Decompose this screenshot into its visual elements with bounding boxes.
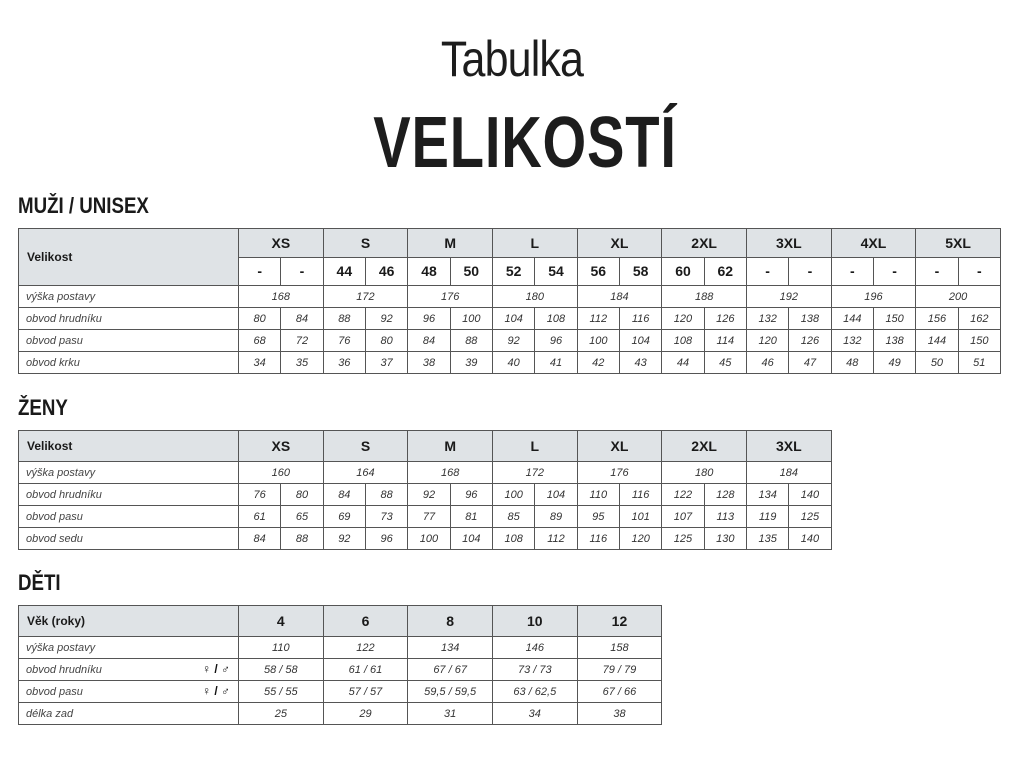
title-line-2: VELIKOSTÍ	[373, 103, 677, 183]
row-label: výška postavy	[19, 462, 239, 484]
measure-cell: 84	[323, 484, 365, 506]
measure-cell: 96	[408, 308, 450, 330]
eu-size-cell: -	[281, 257, 323, 286]
measure-cell: 81	[450, 506, 492, 528]
size-header: S	[323, 431, 408, 462]
measure-cell: 46	[746, 352, 788, 374]
measure-cell: 138	[789, 308, 831, 330]
eu-size-cell: -	[239, 257, 281, 286]
eu-size-cell: 60	[662, 257, 704, 286]
size-header: 3XL	[746, 229, 831, 258]
size-header: XS	[239, 431, 324, 462]
girl-boy-icon: ♀ / ♂	[201, 662, 230, 676]
row-label: výška postavy	[19, 637, 239, 659]
measure-cell: 79 / 79	[577, 659, 662, 681]
measure-cell: 110	[239, 637, 324, 659]
measure-cell: 48	[831, 352, 873, 374]
height-cell: 184	[746, 462, 831, 484]
measure-cell: 76	[323, 330, 365, 352]
height-cell: 188	[662, 286, 747, 308]
measure-cell: 80	[239, 308, 281, 330]
height-cell: 172	[492, 462, 577, 484]
measure-cell: 45	[704, 352, 746, 374]
measure-cell: 140	[789, 484, 831, 506]
measure-cell: 76	[239, 484, 281, 506]
measure-cell: 88	[323, 308, 365, 330]
measure-cell: 128	[704, 484, 746, 506]
measure-cell: 80	[365, 330, 407, 352]
measure-cell: 138	[873, 330, 915, 352]
measure-cell: 132	[746, 308, 788, 330]
eu-size-cell: 50	[450, 257, 492, 286]
measure-cell: 36	[323, 352, 365, 374]
height-cell: 176	[577, 462, 662, 484]
eu-size-cell: -	[746, 257, 788, 286]
eu-size-cell: -	[873, 257, 915, 286]
measure-cell: 68	[239, 330, 281, 352]
measure-cell: 43	[619, 352, 661, 374]
table-row	[19, 462, 832, 484]
measure-cell: 122	[323, 637, 408, 659]
measure-cell: 65	[281, 506, 323, 528]
men-section-title: MUŽI / UNISEX	[18, 193, 149, 218]
measure-cell: 134	[408, 637, 493, 659]
eu-size-cell: 46	[365, 257, 407, 286]
height-cell: 200	[916, 286, 1001, 308]
eu-size-cell: 56	[577, 257, 619, 286]
measure-cell: 72	[281, 330, 323, 352]
size-header: 3XL	[746, 431, 831, 462]
measure-cell: 59,5 / 59,5	[408, 681, 493, 703]
age-header: 12	[577, 606, 662, 637]
measure-cell: 55 / 55	[239, 681, 324, 703]
measure-cell: 110	[577, 484, 619, 506]
height-cell: 168	[408, 462, 493, 484]
size-header-label: Velikost	[19, 431, 239, 462]
height-cell: 172	[323, 286, 408, 308]
age-header: 8	[408, 606, 493, 637]
measure-cell: 104	[492, 308, 534, 330]
measure-cell: 88	[365, 484, 407, 506]
measure-cell: 51	[958, 352, 1000, 374]
measure-cell: 92	[492, 330, 534, 352]
measure-cell: 34	[239, 352, 281, 374]
height-cell: 180	[492, 286, 577, 308]
size-header: S	[323, 229, 408, 258]
measure-cell: 84	[281, 308, 323, 330]
measure-cell: 120	[662, 308, 704, 330]
measure-cell: 44	[662, 352, 704, 374]
row-label: obvod sedu	[19, 528, 239, 550]
measure-cell: 100	[450, 308, 492, 330]
measure-cell: 88	[281, 528, 323, 550]
table-row	[19, 681, 662, 703]
measure-cell: 58 / 58	[239, 659, 324, 681]
measure-cell: 31	[408, 703, 493, 725]
table-row	[19, 352, 1001, 374]
measure-cell: 84	[408, 330, 450, 352]
row-label: obvod pasu	[19, 506, 239, 528]
age-header: 10	[492, 606, 577, 637]
measure-cell: 57 / 57	[323, 681, 408, 703]
height-cell: 184	[577, 286, 662, 308]
measure-cell: 50	[916, 352, 958, 374]
row-label: obvod krku	[19, 352, 239, 374]
measure-cell: 80	[281, 484, 323, 506]
measure-cell: 104	[450, 528, 492, 550]
size-header: XS	[239, 229, 324, 258]
size-header: L	[492, 431, 577, 462]
measure-cell: 144	[831, 308, 873, 330]
measure-cell: 146	[492, 637, 577, 659]
measure-cell: 61	[239, 506, 281, 528]
measure-cell: 73	[365, 506, 407, 528]
measure-cell: 67 / 66	[577, 681, 662, 703]
measure-cell: 126	[704, 308, 746, 330]
title-line-1: Tabulka	[440, 31, 584, 87]
measure-cell: 108	[662, 330, 704, 352]
measure-cell: 63 / 62,5	[492, 681, 577, 703]
size-header: 5XL	[916, 229, 1001, 258]
measure-cell: 100	[408, 528, 450, 550]
size-header: 4XL	[831, 229, 916, 258]
measure-cell: 47	[789, 352, 831, 374]
size-header: XL	[577, 229, 662, 258]
height-cell: 176	[408, 286, 493, 308]
table-row	[19, 703, 662, 725]
measure-cell: 140	[789, 528, 831, 550]
table-row	[19, 330, 1001, 352]
women-size-table	[18, 430, 832, 550]
height-cell: 196	[831, 286, 916, 308]
women-section-title: ŽENY	[18, 395, 68, 420]
age-header-label: Věk (roky)	[19, 606, 239, 637]
eu-size-cell: 52	[492, 257, 534, 286]
table-row	[19, 637, 662, 659]
measure-cell: 125	[789, 506, 831, 528]
measure-cell: 113	[704, 506, 746, 528]
size-header: 2XL	[662, 431, 747, 462]
age-header: 4	[239, 606, 324, 637]
eu-size-cell: 62	[704, 257, 746, 286]
men-header-row	[19, 229, 1001, 258]
measure-cell: 107	[662, 506, 704, 528]
measure-cell: 92	[323, 528, 365, 550]
measure-cell: 135	[746, 528, 788, 550]
measure-cell: 29	[323, 703, 408, 725]
measure-cell: 134	[746, 484, 788, 506]
measure-cell: 73 / 73	[492, 659, 577, 681]
measure-cell: 101	[619, 506, 661, 528]
size-header: 2XL	[662, 229, 747, 258]
measure-cell: 158	[577, 637, 662, 659]
measure-cell: 114	[704, 330, 746, 352]
size-header: L	[492, 229, 577, 258]
measure-cell: 104	[619, 330, 661, 352]
measure-cell: 150	[958, 330, 1000, 352]
measure-cell: 116	[577, 528, 619, 550]
row-label: obvod hrudníku	[19, 308, 239, 330]
measure-cell: 144	[916, 330, 958, 352]
measure-cell: 67 / 67	[408, 659, 493, 681]
eu-size-cell: -	[916, 257, 958, 286]
table-row	[19, 286, 1001, 308]
row-label: obvod pasu	[19, 330, 239, 352]
measure-cell: 126	[789, 330, 831, 352]
measure-cell: 130	[704, 528, 746, 550]
measure-cell: 84	[239, 528, 281, 550]
measure-cell: 38	[408, 352, 450, 374]
table-row	[19, 308, 1001, 330]
measure-cell: 69	[323, 506, 365, 528]
measure-cell: 116	[619, 484, 661, 506]
eu-size-cell: 54	[535, 257, 577, 286]
eu-size-cell: -	[831, 257, 873, 286]
height-cell: 192	[746, 286, 831, 308]
measure-cell: 162	[958, 308, 1000, 330]
measure-cell: 49	[873, 352, 915, 374]
kids-size-table	[18, 605, 662, 725]
kids-section-title: DĚTI	[18, 570, 61, 595]
measure-cell: 108	[492, 528, 534, 550]
measure-cell: 96	[365, 528, 407, 550]
measure-cell: 34	[492, 703, 577, 725]
measure-cell: 120	[619, 528, 661, 550]
table-row	[19, 506, 832, 528]
measure-cell: 61 / 61	[323, 659, 408, 681]
measure-cell: 41	[535, 352, 577, 374]
height-cell: 168	[239, 286, 324, 308]
eu-size-cell: 44	[323, 257, 365, 286]
girl-boy-icon: ♀ / ♂	[201, 684, 230, 698]
measure-cell: 100	[492, 484, 534, 506]
measure-cell: 112	[535, 528, 577, 550]
measure-cell: 156	[916, 308, 958, 330]
eu-size-cell: 48	[408, 257, 450, 286]
measure-cell: 108	[535, 308, 577, 330]
measure-cell: 95	[577, 506, 619, 528]
measure-cell: 35	[281, 352, 323, 374]
eu-size-cell: -	[958, 257, 1000, 286]
height-cell: 164	[323, 462, 408, 484]
measure-cell: 25	[239, 703, 324, 725]
measure-cell: 96	[535, 330, 577, 352]
kids-header-row	[19, 606, 662, 637]
measure-cell: 38	[577, 703, 662, 725]
measure-cell: 89	[535, 506, 577, 528]
age-header: 6	[323, 606, 408, 637]
measure-cell: 100	[577, 330, 619, 352]
height-cell: 180	[662, 462, 747, 484]
measure-cell: 96	[450, 484, 492, 506]
men-size-table	[18, 228, 1001, 374]
row-label: výška postavy	[19, 286, 239, 308]
measure-cell: 116	[619, 308, 661, 330]
row-label: obvod hrudníku	[19, 484, 239, 506]
eu-size-cell: -	[789, 257, 831, 286]
measure-cell: 120	[746, 330, 788, 352]
measure-cell: 40	[492, 352, 534, 374]
measure-cell: 150	[873, 308, 915, 330]
size-header: M	[408, 229, 493, 258]
measure-cell: 104	[535, 484, 577, 506]
measure-cell: 88	[450, 330, 492, 352]
measure-cell: 125	[662, 528, 704, 550]
size-header: XL	[577, 431, 662, 462]
women-header-row	[19, 431, 832, 462]
table-row	[19, 528, 832, 550]
measure-cell: 77	[408, 506, 450, 528]
measure-cell: 42	[577, 352, 619, 374]
measure-cell: 92	[365, 308, 407, 330]
table-row	[19, 659, 662, 681]
measure-cell: 132	[831, 330, 873, 352]
measure-cell: 112	[577, 308, 619, 330]
size-header-label: Velikost	[19, 229, 239, 286]
height-cell: 160	[239, 462, 324, 484]
measure-cell: 85	[492, 506, 534, 528]
size-header: M	[408, 431, 493, 462]
measure-cell: 122	[662, 484, 704, 506]
table-row	[19, 484, 832, 506]
measure-cell: 119	[746, 506, 788, 528]
row-label: délka zad	[19, 703, 239, 725]
measure-cell: 37	[365, 352, 407, 374]
row-label: obvod pasu ♀ / ♂	[19, 681, 239, 703]
row-label: obvod hrudníku ♀ / ♂	[19, 659, 239, 681]
measure-cell: 92	[408, 484, 450, 506]
measure-cell: 39	[450, 352, 492, 374]
eu-size-cell: 58	[619, 257, 661, 286]
